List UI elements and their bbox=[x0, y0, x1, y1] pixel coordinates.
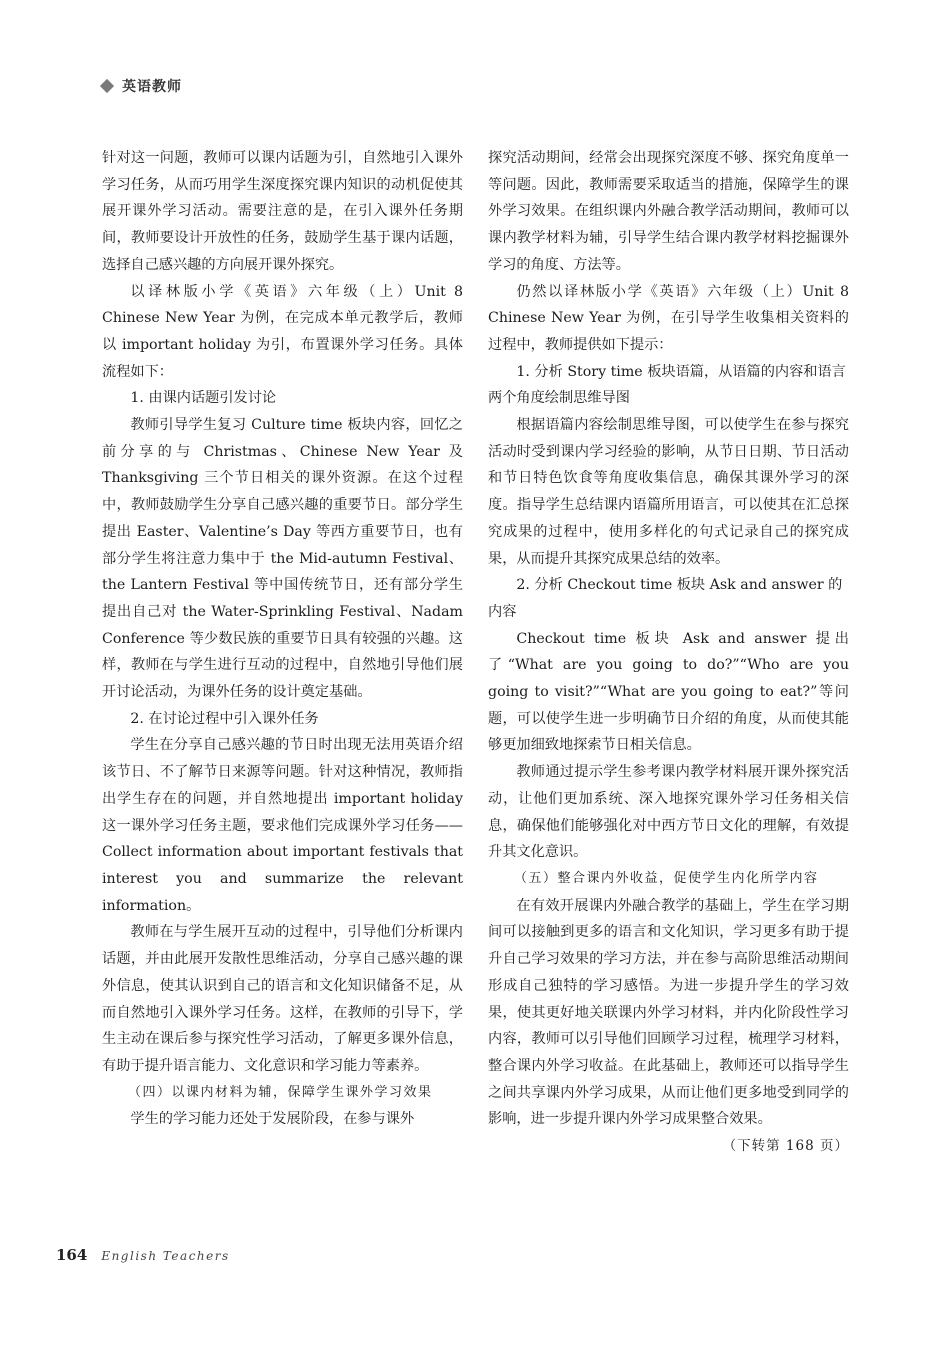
paragraph: 教师通过提示学生参考课内教学材料展开课外探究活动，让他们更加系统、深入地探究课外学习任务相关信息，确保他们能够强化对中西方节日文化的理解，有效提升其文化意识。 bbox=[488, 764, 849, 861]
paragraph: 以译林版小学《英语》六年级（上）Unit 8 Chinese New Year 为例，在完成本单元教学后，教师以 important holiday 为引，布置课外学习任务。具体流程如下： bbox=[102, 283, 463, 380]
paragraph: 针对这一问题，教师可以课内话题为引，自然地引入课外学习任务，从而巧用学生深度探究课内知识的动机促使其展开课外学习活动。需要注意的是，在引入课外任务期间，教师要设计开放性的任务，鼓励学生基于课内话题，选择自己感兴趣的方向展开课外探究。 bbox=[102, 150, 463, 273]
paragraph: Checkout time 板块 Ask and answer 提出了“What are you going to do?”“Who are you going to visit?”“What are you going to eat?”等问题，可以使学生进一步明确节日介绍的角度，从而使其能够更加细致地探索节日相关信息。 bbox=[488, 630, 849, 754]
section-heading: （四）以课内材料为辅，保障学生课外学习效果 bbox=[128, 1084, 433, 1100]
paragraph: 学生的学习能力还处于发展阶段，在参与课外 bbox=[130, 1111, 415, 1128]
paragraph: 仍然以译林版小学《英语》六年级（上）Unit 8 Chinese New Year 为例，在引导学生收集相关资料的过程中，教师提供如下提示： bbox=[488, 283, 849, 353]
paragraph: 根据语篇内容绘制思维导图，可以使学生在参与探究活动时受到课内学习经验的影响，从节日日期、节日活动和节日特色饮食等角度收集信息，确保其课外学习的深度。指导学生总结课内语篇所用语言，可以使其在汇总探究成果的过程中，使用多样化的句式记录自己的探究成果，从而提升其探究成果总结的效率。 bbox=[488, 417, 849, 567]
section-heading: （五）整合课内外收益，促使学生内化所学内容 bbox=[514, 870, 819, 886]
subheading: 1. 分析 Story time 板块语篇，从语篇的内容和语言两个角度绘制思维导图 bbox=[488, 363, 846, 407]
journal-name: English Teachers bbox=[101, 1249, 230, 1263]
subheading: 2. 在讨论过程中引入课外任务 bbox=[130, 710, 319, 727]
subheading: 1. 由课内话题引发讨论 bbox=[130, 390, 277, 407]
continued-note: （下转第 168 页） bbox=[722, 1138, 849, 1155]
left-column bbox=[102, 145, 463, 1133]
running-header bbox=[102, 76, 182, 96]
paragraph: 教师在与学生展开互动的过程中，引导他们分析课内话题，并由此展开发散性思维活动，分享自己感兴趣的课外信息，使其认识到自己的语言和文化知识储备不足，从而自然地引入课外学习任务。这样，在教师的引导下，学生主动在课后参与探究性学习活动，了解更多课外信息，有助于提升语言能力、文化意识和学习能力等素养。 bbox=[102, 924, 463, 1074]
paragraph: 教师引导学生复习 Culture time 板块内容，回忆之前分享的与 Christmas、Chinese New Year 及 Thanksgiving 三个节日相关的课外资源。在这个过程中，教师鼓励学生分享自己感兴趣的重要节日。部分学生提出 Easter、Valentine’s Day 等西方重要节日，也有部分学生将注意力集中于 the Mid-autumn Festival、the Lantern Festival 等中国传统节日，还有部分学生提出自己对 the Water-Sprinkling Festival、Nadam Conference 等少数民族的重要节日具有较强的兴趣。这样，教师在与学生进行互动的过程中，自然地引导他们展开讨论活动，为课外任务的设计奠定基础。 bbox=[102, 417, 463, 701]
paragraph: 在有效开展课内外融合教学的基础上，学生在学习期间可以接触到更多的语言和文化知识，学习更多有助于提升自己学习效果的学习方法，并在参与高阶思维活动期间形成自己独特的学习感悟。为进一步提升学生的学习效果，使其更好地关联课内外学习材料，并内化阶段性学习内容，教师可以引导他们回顾学习过程，梳理学习材料，整合课内外学习收益。在此基础上，教师还可以指导学生之间共享课内外学习成果，从而让他们更多地受到同学的影响，进一步提升课内外学习成果整合效果。 bbox=[488, 897, 849, 1128]
page-footer bbox=[56, 1246, 230, 1264]
journal-title: 英语教师 bbox=[122, 79, 182, 95]
paragraph: 学生在分享自己感兴趣的节日时出现无法用英语介绍该节日、不了解节日来源等问题。针对这种情况，教师指出学生存在的问题，并自然地提出 important holiday 这一课外学习任务主题，要求他们完成课外学习任务——Collect information about important festivals that interest you and summarize the relevant information。 bbox=[102, 737, 463, 914]
page-number: 164 bbox=[56, 1246, 88, 1264]
subheading: 2. 分析 Checkout time 板块 Ask and answer 的内容 bbox=[488, 577, 843, 620]
paragraph: 探究活动期间，经常会出现探究深度不够、探究角度单一等问题。因此，教师需要采取适当的措施，保障学生的课外学习效果。在组织课内外融合教学活动期间，教师可以课内教学材料为辅，引导学生结合课内教学材料挖掘课外学习的角度、方法等。 bbox=[488, 150, 849, 273]
diamond-icon bbox=[100, 79, 114, 93]
right-column bbox=[488, 145, 849, 1160]
